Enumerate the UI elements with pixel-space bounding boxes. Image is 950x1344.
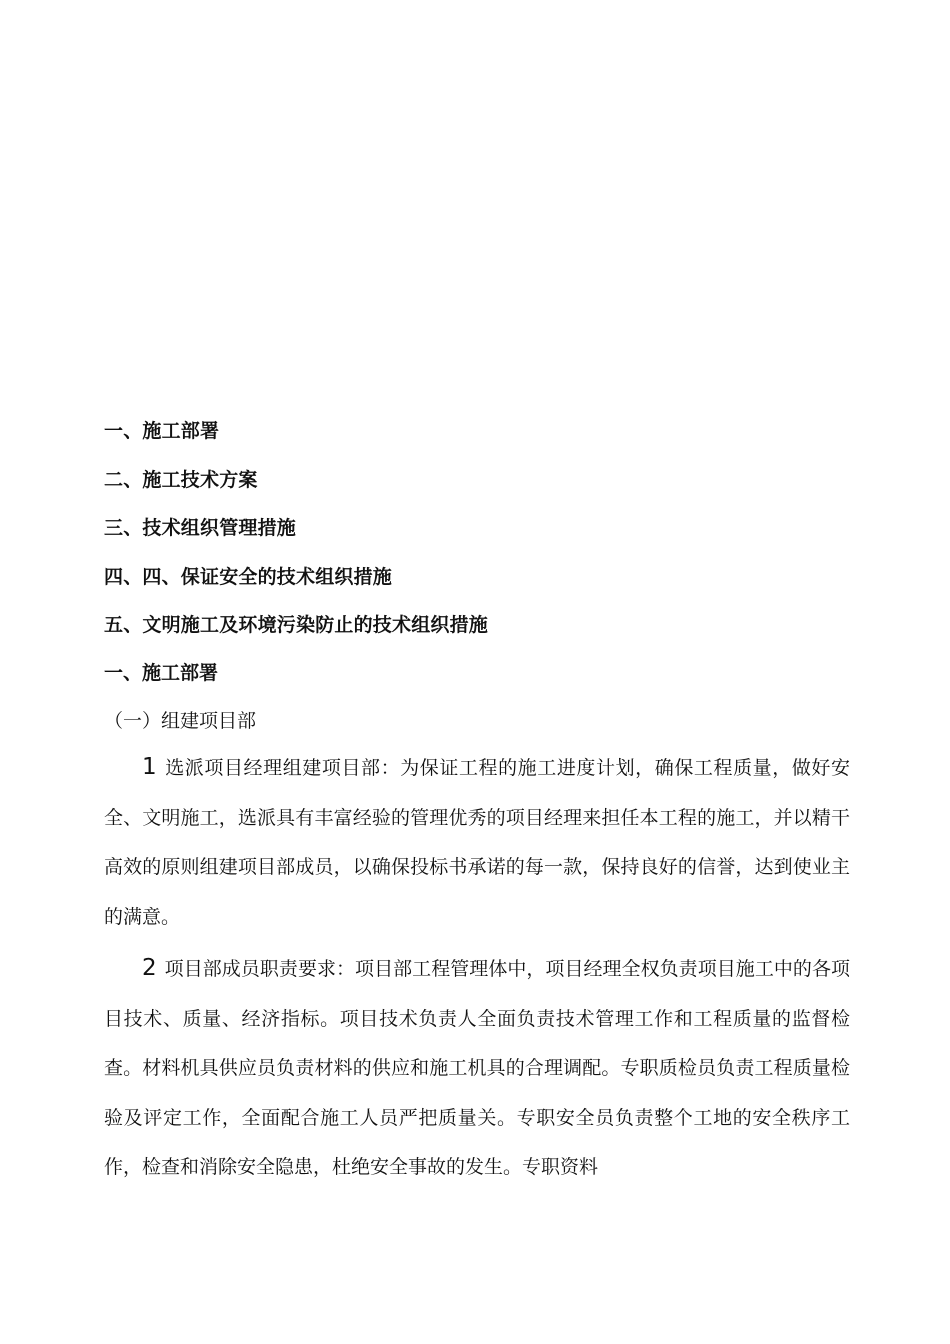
- section-heading: 一、施工部署: [104, 662, 219, 684]
- paragraph-text: 选派项目经理组建项目部：为保证工程的施工进度计划，确保工程质量，做好安全、文明施工，选派具有丰富经验的管理优秀的项目经理来担任本工程的施工，并以精干高效的原则组建项目部成员，以确保投标书承诺的每一款，保持良好的信誉，达到使业主的满意。: [104, 757, 850, 928]
- paragraph-number: 2: [142, 955, 157, 981]
- subsection-heading: （一）组建项目部: [104, 710, 257, 732]
- toc-item: 二、施工技术方案: [104, 468, 258, 491]
- body-paragraph: [104, 944, 850, 1193]
- toc-item: 五、文明施工及环境污染防止的技术组织措施: [104, 614, 489, 636]
- paragraph-text: 项目部成员职责要求：项目部工程管理体中，项目经理全权负责项目施工中的各项目技术、质量、经济指标。项目技术负责人全面负责技术管理工作和工程质量的监督检查。材料机具供应员负责材料的供应和施工机具的合理调配。专职质检员负责工程质量检验及评定工作，全面配合施工人员严把质量关。专职安全员负责整个工地的安全秩序工作，检查和消除安全隐患，杜绝安全事故的发生。专职资料: [104, 958, 850, 1178]
- toc-item: 三、技术组织管理措施: [104, 517, 297, 539]
- toc-item: 四、四、保证安全的技术组织措施: [104, 565, 393, 588]
- toc-item: 一、施工部署: [104, 420, 220, 442]
- body-paragraph: [104, 743, 850, 942]
- table-of-contents: [104, 415, 864, 658]
- paragraph-number: 1: [142, 754, 157, 780]
